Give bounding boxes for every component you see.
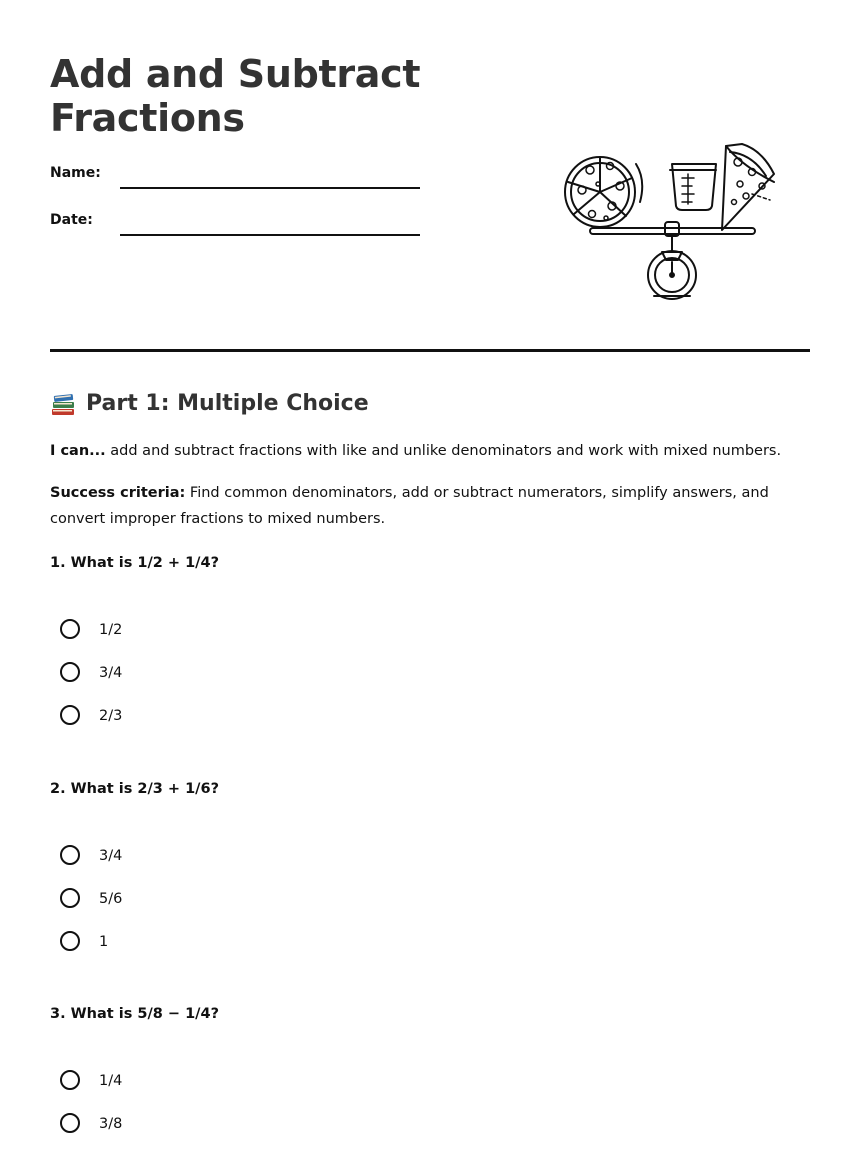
answer-label: 3/4 — [99, 848, 123, 864]
answer-label: 1/2 — [99, 622, 123, 638]
answer-option[interactable] — [60, 619, 360, 662]
title-line-1: Add and Subtract — [50, 52, 421, 96]
section-title-part-1 — [50, 388, 369, 420]
answer-options — [60, 1070, 360, 1156]
radio-button[interactable] — [60, 888, 80, 908]
question-text: 3. What is 5/8 − 1/4? — [50, 1006, 219, 1022]
radio-button[interactable] — [60, 619, 80, 639]
radio-button[interactable] — [60, 845, 80, 865]
radio-button[interactable] — [60, 931, 80, 951]
answer-option[interactable] — [60, 1070, 360, 1113]
answer-option[interactable] — [60, 662, 360, 705]
radio-button[interactable] — [60, 1113, 80, 1133]
i-can-text: add and subtract fractions with like and unlike denominators and work with mixed numbers. — [110, 443, 782, 459]
question-2 — [50, 778, 810, 950]
answer-option[interactable] — [60, 931, 360, 974]
radio-button[interactable] — [60, 1070, 80, 1090]
answer-option[interactable] — [60, 705, 360, 748]
name-field[interactable] — [50, 162, 430, 192]
i-can-statement — [50, 438, 810, 464]
date-label: Date: — [50, 212, 93, 228]
question-text: 2. What is 2/3 + 1/6? — [50, 781, 219, 797]
i-can-label: I can... — [50, 443, 106, 459]
header-divider — [50, 349, 810, 352]
question-1 — [50, 552, 810, 724]
answer-label: 2/3 — [99, 708, 123, 724]
books-icon — [50, 391, 76, 417]
worksheet-title — [50, 52, 470, 140]
title-line-2: Fractions — [50, 96, 245, 140]
answer-option[interactable] — [60, 845, 360, 888]
answer-label: 3/4 — [99, 665, 123, 681]
success-criteria-text: Find common denominators, add or subtract numerators, simplify answers, and convert improper fractions to mixed numbers. — [50, 485, 769, 527]
answer-label: 5/6 — [99, 891, 123, 907]
name-line[interactable] — [120, 187, 420, 189]
answer-options — [60, 845, 360, 974]
section-title-text: Part 1: Multiple Choice — [86, 391, 369, 416]
answer-label: 1 — [99, 934, 109, 950]
success-criteria — [50, 480, 810, 532]
answer-option[interactable] — [60, 1113, 360, 1156]
answer-option[interactable] — [60, 888, 360, 931]
question-text: 1. What is 1/2 + 1/4? — [50, 555, 219, 571]
success-criteria-label: Success criteria: — [50, 485, 186, 501]
pizza-scale-illustration — [562, 140, 782, 305]
answer-options — [60, 619, 360, 748]
date-line[interactable] — [120, 234, 420, 236]
answer-label: 1/4 — [99, 1073, 123, 1089]
date-field[interactable] — [50, 209, 430, 239]
radio-button[interactable] — [60, 662, 80, 682]
name-label: Name: — [50, 165, 101, 181]
radio-button[interactable] — [60, 705, 80, 725]
question-3 — [50, 1003, 810, 1132]
answer-label: 3/8 — [99, 1116, 123, 1132]
